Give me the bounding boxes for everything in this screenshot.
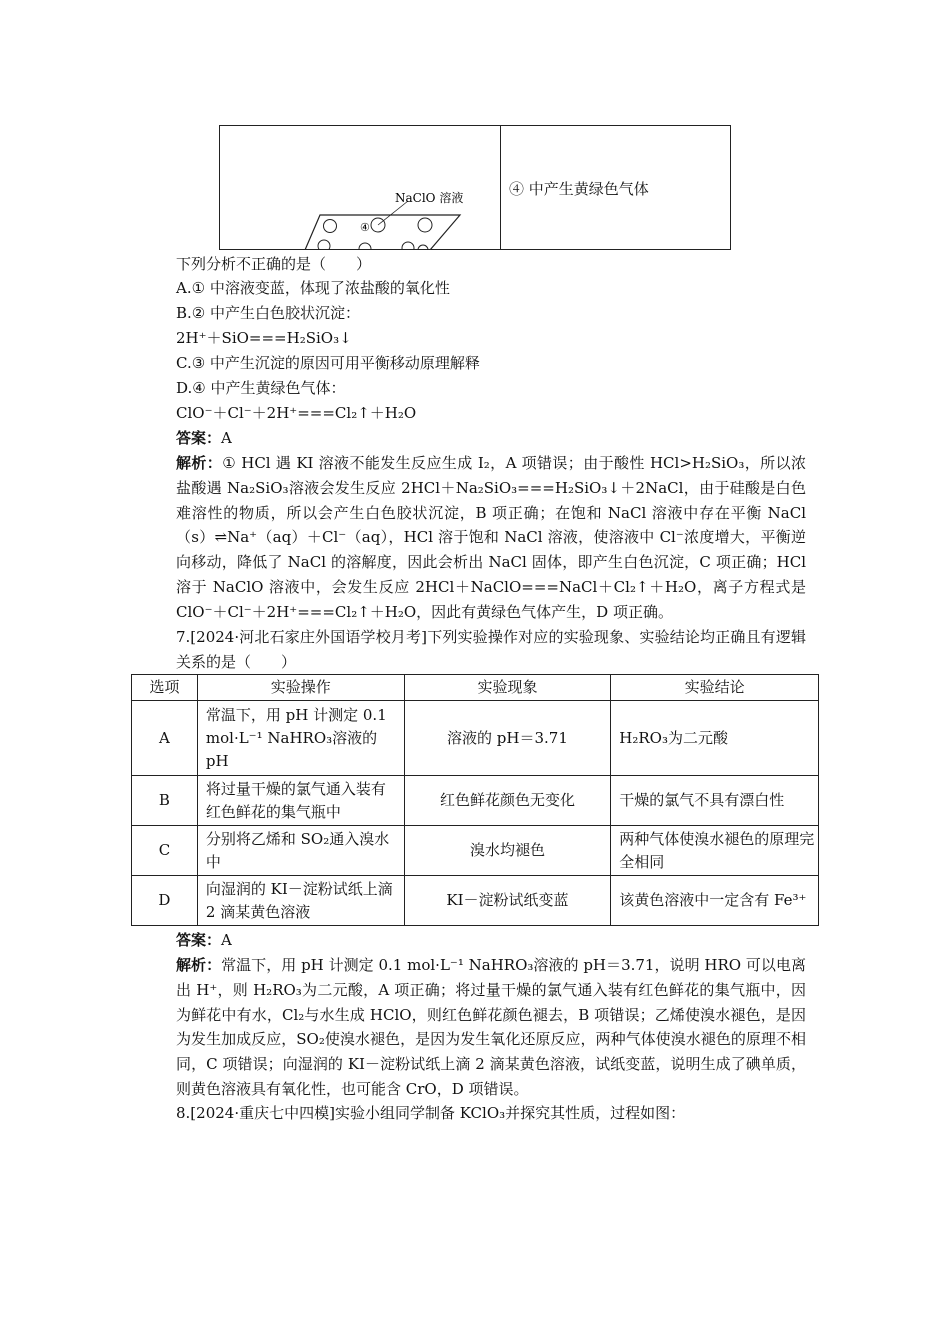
row-phenomenon: 溴水均褪色: [404, 826, 611, 876]
apparatus-table: [219, 125, 731, 250]
table-divider: [500, 126, 501, 249]
q8-question: 实验小组同学制备 KClO₃并探究其性质，过程如图：: [334, 1104, 686, 1122]
analysis-text: ① HCl 遇 KI 溶液不能发生反应生成 I₂，A 项错误；由于酸性 HCl>H₂SiO₃，所以浓盐酸遇 Na₂SiO₃溶液会发生反应 2HCl＋Na₂SiO₃===H₂SiO₃↓＋2NaCl，由于硅酸是白色难溶性的物质，所以会产生白色胶状沉淀，B 项正确；在饱和 NaCl 溶液中存在平衡 NaCl（s）⇌Na⁺（aq）＋Cl⁻（aq），HCl 溶于饱和 NaCl 溶液，使溶液中 Cl⁻浓度增大，平衡逆向移动，降低了 NaCl 的溶解度，因此会析出 NaCl 固体，即产生白色沉淀，C 项正确；HCl 溶于 NaClO 溶液中，会发生反应 2HCl＋NaClO===NaCl＋Cl₂↑＋H₂O，离子方程式是 ClO⁻＋Cl⁻＋2H⁺===Cl₂↑＋H₂O，因此有黄绿色气体产生，D 项正确。: [176, 454, 806, 621]
analysis-label: 解析：: [176, 454, 223, 472]
q7-question: 下列实验操作对应的实验现象、实验结论均正确且有逻辑关系的是（ ）: [176, 628, 806, 671]
q6-answer: [176, 427, 232, 449]
q7-source: 7.[2024·河北石家庄外国语学校月考]: [176, 628, 428, 646]
q6-option-b: B.② 中产生白色胶状沉淀：: [176, 304, 361, 322]
q7-answer: [176, 929, 232, 951]
answer-value: A: [221, 429, 232, 447]
answer-label: 答案：: [176, 429, 222, 447]
q8-stem: [176, 1102, 685, 1124]
row-operation: 将过量干燥的氯气通入装有红色鲜花的集气瓶中: [197, 776, 404, 826]
row-operation: 分别将乙烯和 SO₂通入溴水中: [197, 826, 404, 876]
row-operation: 向湿润的 KI－淀粉试纸上滴 2 滴某黄色溶液: [197, 876, 404, 926]
q6-option-d: D.④ 中产生黄绿色气体：: [176, 379, 346, 397]
header-conclusion: 实验结论: [611, 675, 819, 701]
q6-equation-b: 2H⁺＋SiO===H₂SiO₃↓: [176, 329, 352, 347]
analysis-text: 常温下，用 pH 计测定 0.1 mol·L⁻¹ NaHRO₃溶液的 pH＝3.71，说明 HRO 可以电离出 H⁺，则 H₂RO₃为二元酸，A 项正确；将过量干燥的氯气通入装有红色鲜花的集气瓶中，因为鲜花中有水，Cl₂与水生成 HClO，则红色鲜花颜色褪去，B 项错误；乙烯使溴水褪色，是因为发生加成反应，SO₂使溴水褪色，是因为发生氧化还原反应，两种气体使溴水褪色的原理不相同，C 项错误；向湿润的 KI－淀粉试纸上滴 2 滴某黄色溶液，试纸变蓝，说明生成了碘单质，则黄色溶液具有氧化性，也可能含 CrO，D 项错误。: [176, 956, 806, 1098]
row-option: A: [132, 701, 198, 776]
row-option: B: [132, 776, 198, 826]
well-marker: ④: [360, 221, 370, 234]
q7-stem: [176, 625, 806, 675]
table-row: [132, 701, 819, 776]
q6-option-c: C.③ 中产生沉淀的原因可用平衡移动原理解释: [176, 354, 480, 372]
q6-stem: 下列分析不正确的是（ ）: [176, 255, 372, 273]
header-option: 选项: [132, 675, 198, 701]
row-conclusion: 两种气体使溴水褪色的原理完全相同: [611, 826, 819, 876]
q6-option-a: A.① 中溶液变蓝，体现了浓盐酸的氧化性: [176, 279, 450, 297]
row-conclusion: 干燥的氯气不具有漂白性: [611, 776, 819, 826]
table-row: [132, 876, 819, 926]
spot-plate-diagram: [220, 126, 500, 250]
table-header-row: [132, 675, 819, 701]
table-row: [132, 826, 819, 876]
q7-analysis: [176, 953, 806, 1102]
table-row: [132, 776, 819, 826]
answer-value: A: [221, 931, 232, 949]
answer-label: 答案：: [176, 931, 222, 949]
header-phenomenon: 实验现象: [404, 675, 611, 701]
header-operation: 实验操作: [197, 675, 404, 701]
experiment-table: [131, 674, 819, 926]
q6-equation-d: ClO⁻＋Cl⁻＋2H⁺===Cl₂↑＋H₂O: [176, 404, 417, 422]
row-phenomenon: KI－淀粉试纸变蓝: [404, 876, 611, 926]
row-conclusion: 该黄色溶液中一定含有 Fe³⁺: [611, 876, 819, 926]
q6-analysis: [176, 451, 806, 625]
q8-source: 8.[2024·重庆七中四模]: [176, 1104, 335, 1122]
row-operation: 常温下，用 pH 计测定 0.1 mol·L⁻¹ NaHRO₃溶液的 pH: [197, 701, 404, 776]
table-cell-text: ④ 中产生黄绿色气体: [509, 180, 649, 198]
row-conclusion: H₂RO₃为二元酸: [611, 701, 819, 776]
row-option: C: [132, 826, 198, 876]
row-phenomenon: 红色鲜花颜色无变化: [404, 776, 611, 826]
reagent-label: NaClO 溶液: [395, 191, 464, 205]
analysis-label: 解析：: [176, 956, 222, 974]
row-phenomenon: 溶液的 pH＝3.71: [404, 701, 611, 776]
row-option: D: [132, 876, 198, 926]
